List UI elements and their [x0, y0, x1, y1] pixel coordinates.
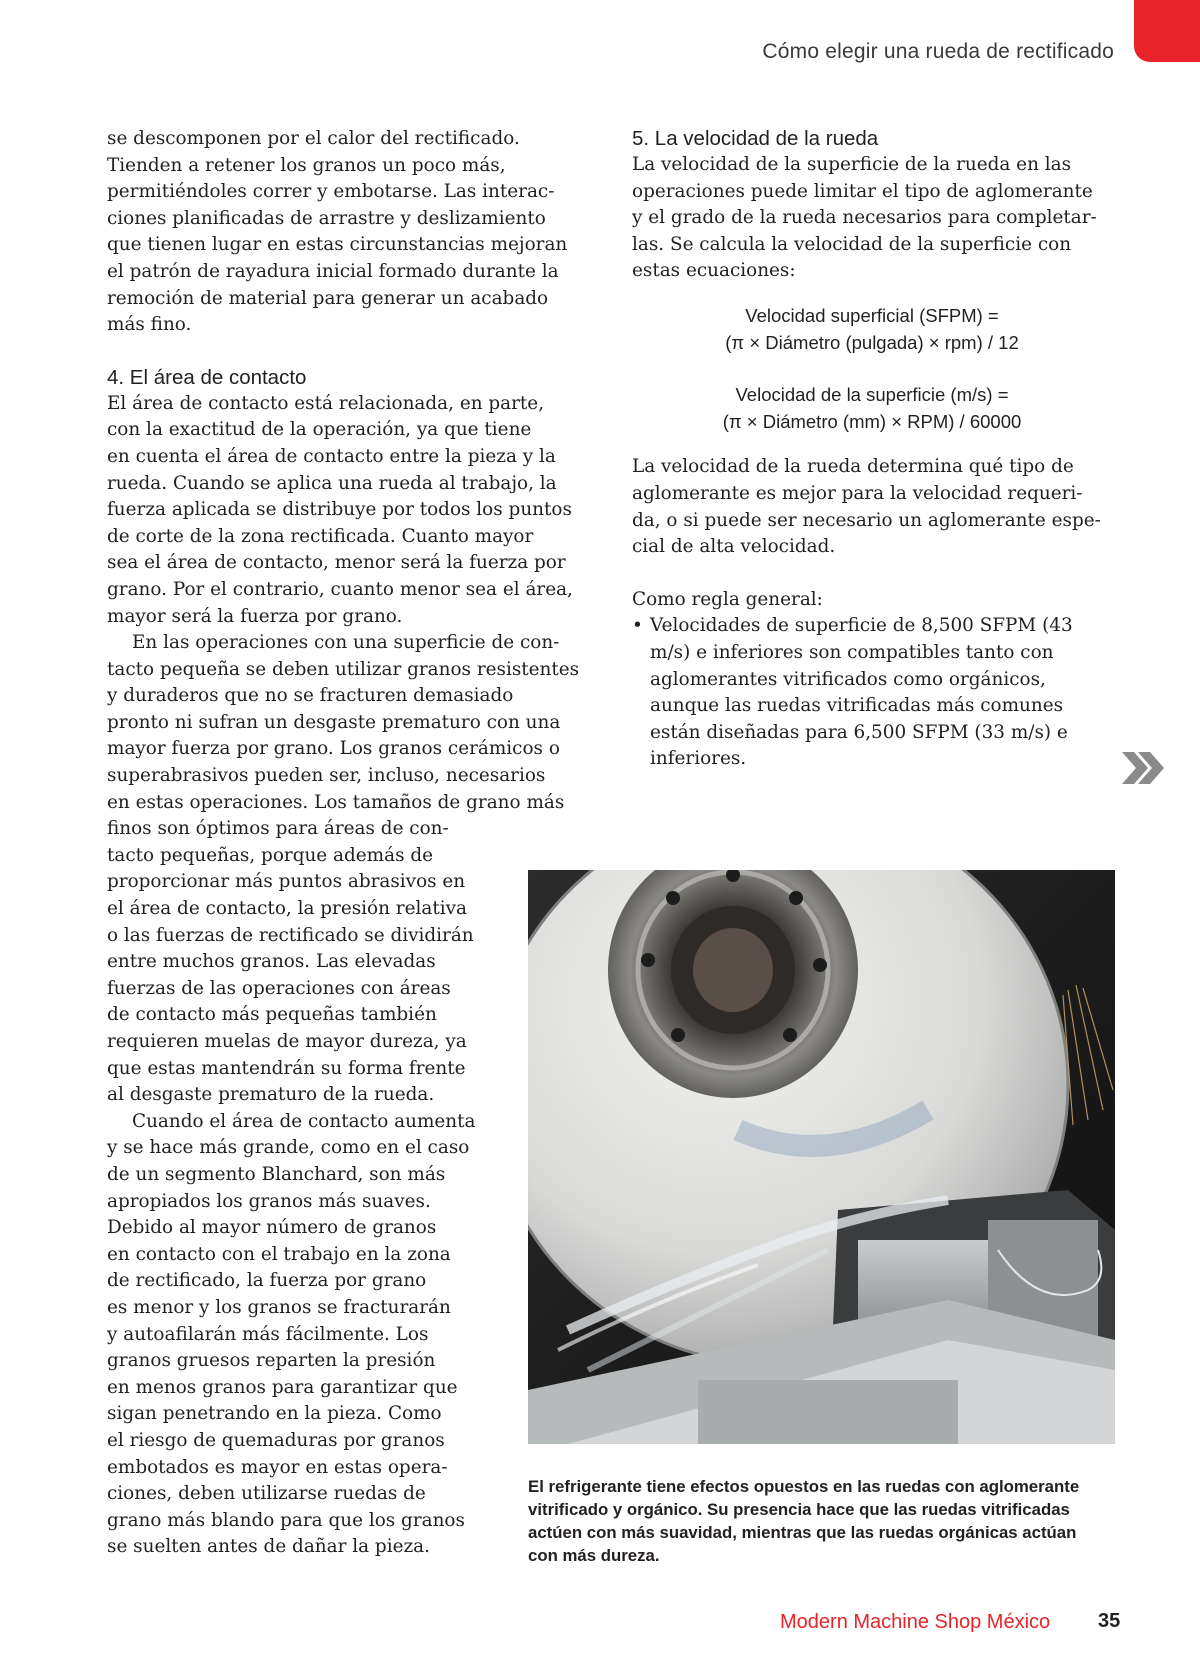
text-line: el patrón de rayadura inicial formado durante la — [107, 260, 559, 282]
section-5-paragraph-1 — [632, 152, 1112, 285]
caption-line: El refrigerante tiene efectos opuestos en las ruedas con aglomerante — [528, 1477, 1080, 1496]
text-line: aunque las ruedas vitrificadas más comunes — [650, 695, 1064, 717]
text-line: inferiores. — [650, 748, 747, 770]
equation-ms — [632, 382, 1112, 435]
text-line: Tienden a retener los granos un poco más, — [107, 154, 506, 176]
equation-line: (π × Diámetro (mm) × RPM) / 60000 — [722, 410, 1022, 432]
footer-magazine-name: Modern Machine Shop México — [780, 1611, 1051, 1633]
text-line: La velocidad de la rueda determina qué tipo de — [632, 456, 1074, 478]
text-line: pronto ni sufran un desgaste prematuro con una — [107, 711, 561, 733]
text-line: al desgaste prematuro de la rueda. — [107, 1084, 435, 1106]
equation-sfpm — [632, 303, 1112, 356]
section-4-paragraph-3 — [107, 1109, 597, 1561]
text-line: fuerza aplicada se distribuye por todos los puntos — [107, 499, 572, 521]
section-5-heading: 5. La velocidad de la rueda — [632, 127, 879, 150]
text-line: aglomerantes vitrificados como orgánicos, — [650, 668, 1046, 690]
text-line: de rectificado, la fuerza por grano — [107, 1270, 427, 1292]
text-line: Debido al mayor número de granos — [107, 1217, 437, 1239]
section-4-paragraph-1 — [107, 391, 597, 630]
text-line: se suelten antes de dañar la pieza. — [107, 1536, 430, 1558]
text-line: en estas operaciones. Los tamaños de grano más — [107, 791, 565, 813]
text-line: en contacto con el trabajo en la zona — [107, 1243, 451, 1265]
corner-tab — [1134, 0, 1200, 62]
text-line: de corte de la zona rectificada. Cuanto mayor — [107, 525, 534, 547]
text-line: que tienen lugar en estas circunstancias mejoran — [107, 234, 568, 256]
text-line: entre muchos granos. Las elevadas — [107, 951, 436, 973]
double-chevron-right-icon — [1120, 748, 1166, 788]
right-column — [632, 126, 1112, 773]
text-line: tacto pequeña se deben utilizar granos resistentes — [107, 658, 580, 680]
text-line: En las operaciones con una superficie de con- — [132, 632, 560, 654]
text-line: fuerzas de las operaciones con áreas — [107, 977, 451, 999]
text-line: ciones, deben utilizarse ruedas de — [107, 1483, 426, 1505]
caption-line: actúen con más suavidad, mientras que las ruedas orgánicas actúan — [528, 1523, 1077, 1542]
text-line: mayor será la fuerza por grano. — [107, 605, 403, 627]
bullet-item — [632, 613, 1112, 773]
text-line: y se hace más grande, como en el caso — [107, 1137, 470, 1159]
text-line: y autoafilarán más fácilmente. Los — [107, 1323, 429, 1345]
text-line: apropiados los granos más suaves. — [107, 1190, 431, 1212]
text-line: y el grado de la rueda necesarios para completar- — [632, 207, 1097, 229]
text-line: en cuenta el área de contacto entre la pieza y la — [107, 445, 556, 467]
grinding-wheel-photo — [528, 870, 1115, 1444]
equation-line: Velocidad de la superficie (m/s) = — [735, 384, 1009, 406]
equation-line: (π × Diámetro (pulgada) × rpm) / 12 — [725, 331, 1019, 353]
text-line: el área de contacto, la presión relativa — [107, 898, 467, 920]
text-line: proporcionar más puntos abrasivos en — [107, 871, 466, 893]
text-line: granos gruesos reparten la presión — [107, 1350, 436, 1372]
text-line: es menor y los granos se fracturarán — [107, 1296, 451, 1318]
text-line: de un segmento Blanchard, son más — [107, 1163, 446, 1185]
text-line: aglomerante es mejor para la velocidad requeri- — [632, 482, 1083, 504]
caption-line: vitrificado y orgánico. Su presencia hace que las ruedas vitrificadas — [528, 1500, 1070, 1519]
text-line: sea el área de contacto, menor será la fuerza por — [107, 552, 566, 574]
text-line: da, o si puede ser necesario un aglomerante espe- — [632, 509, 1101, 531]
text-line: con la exactitud de la operación, ya que tiene — [107, 419, 532, 441]
text-line: las. Se calcula la velocidad de la superficie con — [632, 233, 1072, 255]
text-line: están diseñadas para 6,500 SFPM (33 m/s) e — [650, 721, 1068, 743]
text-line: finos son óptimos para áreas de con- — [107, 818, 449, 840]
text-line: grano más blando para que los granos — [107, 1509, 465, 1531]
paragraph-continuation — [107, 126, 597, 339]
page-number: 35 — [1098, 1610, 1121, 1632]
text-line: La velocidad de la superficie de la rueda en las — [632, 154, 1072, 175]
figure-caption — [528, 1475, 1115, 1567]
text-line: y duraderos que no se fracturen demasiado — [107, 685, 514, 707]
text-line: requieren muelas de mayor dureza, ya — [107, 1031, 467, 1052]
text-line: embotados es mayor en estas opera- — [107, 1456, 448, 1478]
text-line: que estas mantendrán su forma frente — [107, 1057, 466, 1079]
text-line: superabrasivos pueden ser, incluso, necesarios — [107, 765, 546, 787]
section-4-heading: 4. El área de contacto — [107, 365, 307, 389]
text-line: permitiéndoles correr y embotarse. Las interac- — [107, 181, 555, 203]
text-line: tacto pequeñas, porque además de — [107, 844, 434, 866]
text-line: o las fuerzas de rectificado se dividirán — [107, 924, 474, 946]
text-line: en menos granos para garantizar que — [107, 1376, 458, 1398]
text-line: Como regla general: — [632, 588, 823, 610]
section-4-paragraph-2 — [107, 630, 597, 1109]
left-column — [107, 126, 597, 1561]
text-line: se descomponen por el calor del rectificado. — [107, 128, 520, 149]
text-line: sigan penetrando en la pieza. Como — [107, 1403, 442, 1425]
text-line: cial de alta velocidad. — [632, 536, 836, 558]
text-line: el riesgo de quemaduras por granos — [107, 1429, 445, 1451]
text-line: de contacto más pequeñas también — [107, 1004, 437, 1026]
text-line: remoción de material para generar un acabado — [107, 287, 549, 309]
rule-intro — [632, 587, 1112, 614]
section-5-paragraph-2 — [632, 454, 1112, 560]
text-line: m/s) e inferiores son compatibles tanto con — [650, 641, 1054, 663]
equation-line: Velocidad superficial (SFPM) = — [745, 304, 999, 326]
text-line: grano. Por el contrario, cuanto menor sea el área, — [107, 578, 573, 600]
text-line: más fino. — [107, 314, 192, 336]
text-line: rueda. Cuando se aplica una rueda al trabajo, la — [107, 472, 557, 494]
text-line: mayor fuerza por grano. Los granos cerámicos o — [107, 738, 560, 760]
text-line: estas ecuaciones: — [632, 260, 796, 282]
bullet-icon: • — [632, 615, 643, 637]
running-title: Cómo elegir una rueda de rectificado — [762, 40, 1114, 63]
text-line: ciones planificadas de arrastre y deslizamiento — [107, 207, 546, 229]
text-line: El área de contacto está relacionada, en parte, — [107, 392, 545, 414]
caption-line: con más dureza. — [528, 1546, 660, 1565]
text-line: operaciones puede limitar el tipo de aglomerante — [632, 180, 1093, 202]
text-line: Cuando el área de contacto aumenta — [132, 1110, 476, 1132]
text-line: Velocidades de superficie de 8,500 SFPM (43 — [650, 615, 1073, 637]
grinding-wheel-illustration — [528, 870, 1115, 1444]
